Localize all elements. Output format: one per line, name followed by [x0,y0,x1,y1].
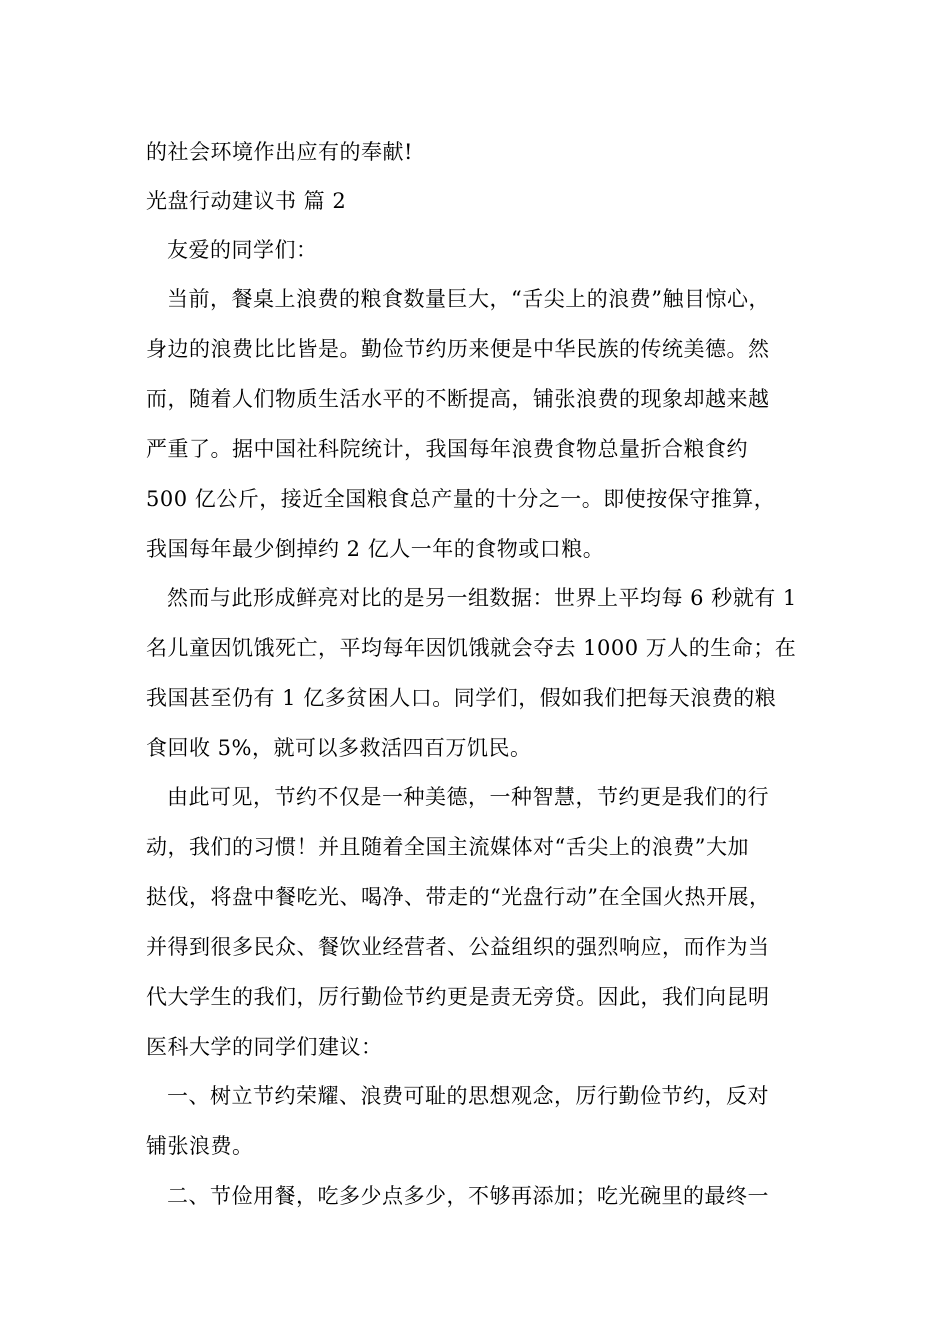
paragraph-line: 然而与此形成鲜亮对比的是另一组数据：世界上平均每 6 秒就有 1 [167,586,797,610]
paragraph-line: 一、树立节约荣耀、浪费可耻的思想观念，厉行勤俭节约，反对 [167,1084,769,1108]
paragraph-line: 挞伐，将盘中餐吃光、喝净、带走的“光盘行动”在全国火热开展， [146,885,771,909]
paragraph-line: 严重了。据中国社科院统计，我国每年浪费食物总量折合粮食约 [146,437,748,461]
paragraph-line: 二、节俭用餐，吃多少点多少，不够再添加；吃光碗里的最终一 [167,1184,769,1208]
paragraph-line: 身边的浪费比比皆是。勤俭节约历来便是中华民族的传统美德。然 [146,337,770,361]
paragraph-line: 动，我们的习惯！并且随着全国主流媒体对“舌尖上的浪费”大加 [146,835,749,859]
paragraph-line: 食回收 5%，就可以多救活四百万饥民。 [146,736,532,760]
salutation: 友爱的同学们： [167,238,318,262]
paragraph-line: 铺张浪费。 [146,1134,254,1158]
paragraph-line: 而，随着人们物质生活水平的不断提高，铺张浪费的现象却越来越 [146,387,770,411]
paragraph-line: 名儿童因饥饿死亡，平均每年因饥饿就会夺去 1000 万人的生命；在 [146,636,797,660]
paragraph-line: 代大学生的我们，厉行勤俭节约更是责无旁贷。因此，我们向昆明 [146,985,770,1009]
paragraph-line: 当前，餐桌上浪费的粮食数量巨大，“舌尖上的浪费”触目惊心， [167,287,770,311]
paragraph-line: 的社会环境作出应有的奉献! [146,140,413,164]
section-heading: 光盘行动建议书 篇 2 [146,189,347,213]
paragraph-line: 我国甚至仍有 1 亿多贫困人口。同学们，假如我们把每天浪费的粮 [146,686,777,710]
paragraph-line: 并得到很多民众、餐饮业经营者、公益组织的强烈响应，而作为当 [146,935,770,959]
paragraph-line: 由此可见，节约不仅是一种美德，一种智慧，节约更是我们的行 [167,785,769,809]
paragraph-line: 500 亿公斤，接近全国粮食总产量的十分之一。即使按保守推算， [146,487,776,511]
paragraph-line: 医科大学的同学们建议： [146,1035,383,1059]
paragraph-line: 我国每年最少倒掉约 2 亿人一年的食物或口粮。 [146,537,605,561]
